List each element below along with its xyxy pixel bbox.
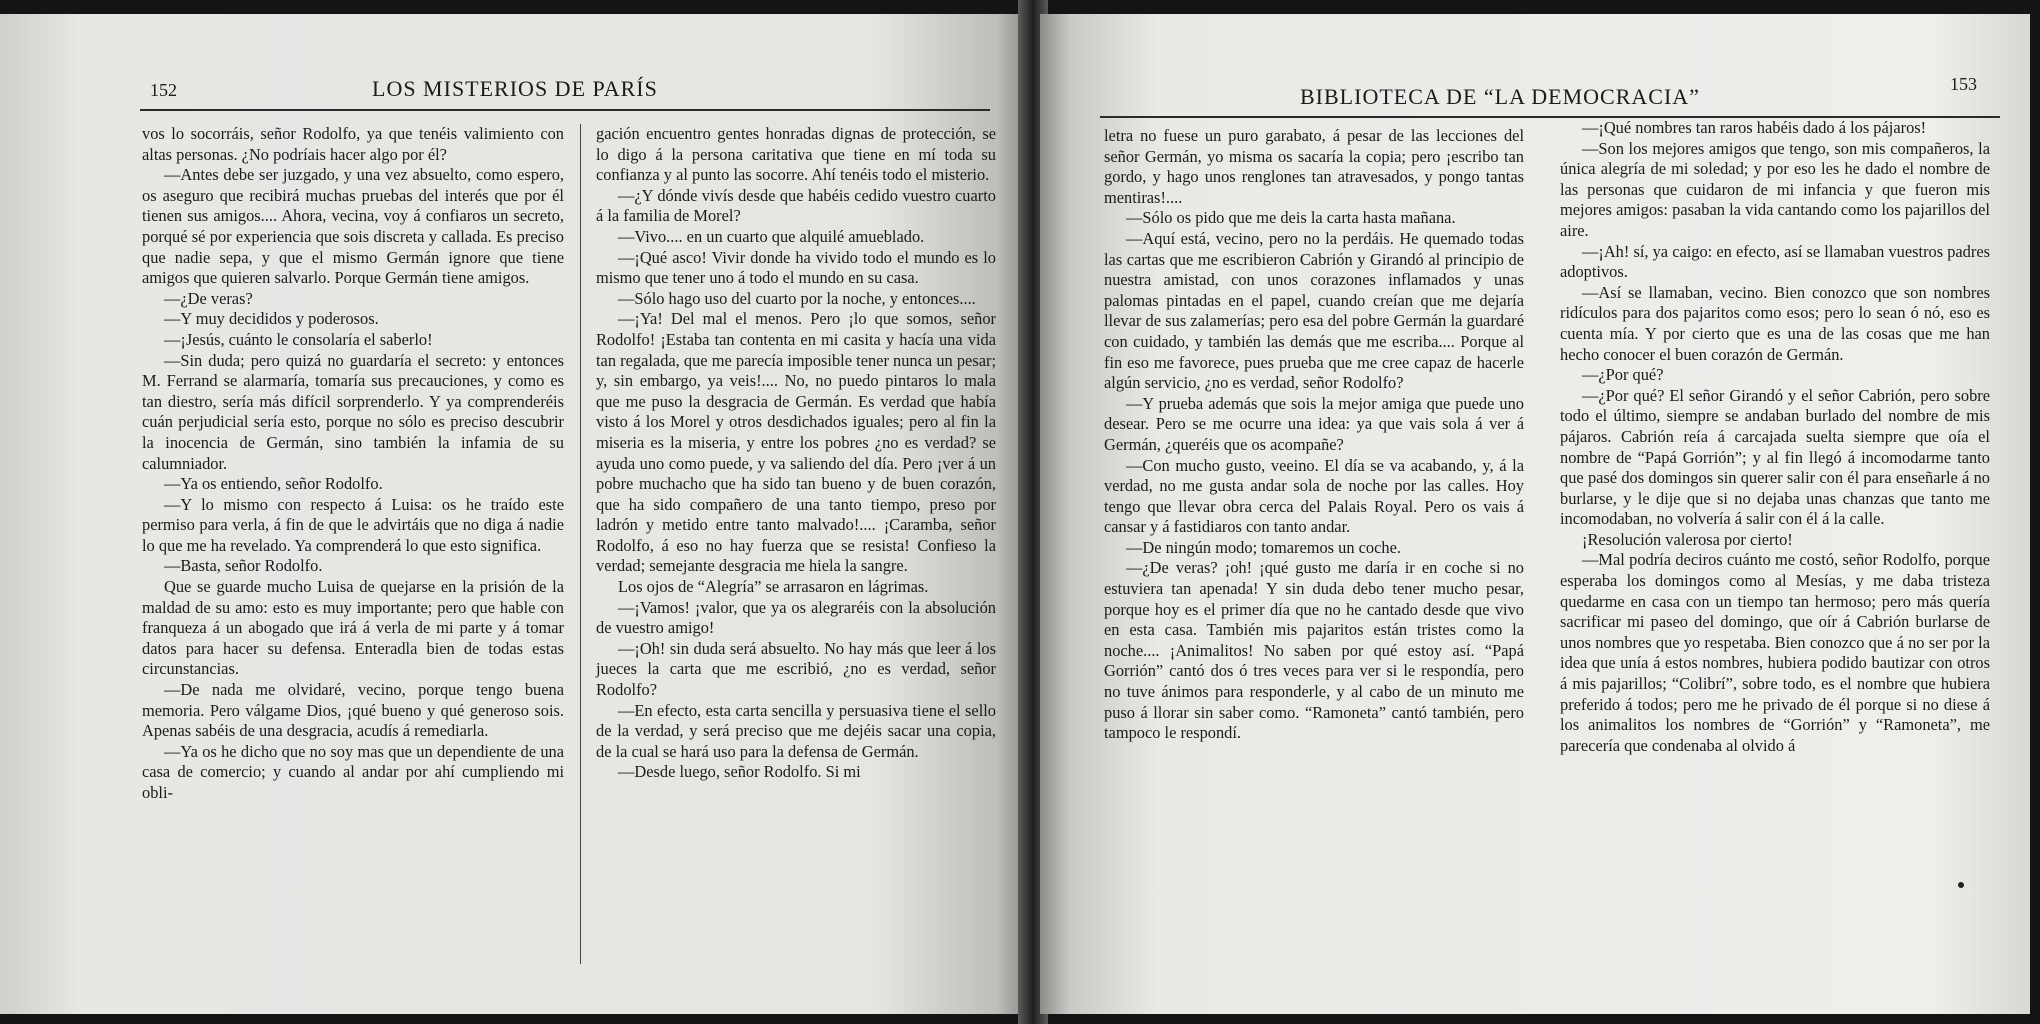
paragraph: —Ya os entiendo, señor Rodolfo.	[164, 474, 383, 494]
paragraph: —De nada me olvidaré, vecino, porque tengo buena memoria. Pero válgame Dios, ¡qué bueno y qué generoso sois. Apenas sabéis de una desgracia, acudís á remediarla.	[142, 680, 564, 741]
paragraph: —Desde luego, señor Rodolfo. Si mi	[618, 762, 861, 782]
paragraph: —¡Qué nombres tan raros habéis dado á los pájaros!	[1582, 118, 1927, 137]
paragraph: —De ningún modo; tomaremos un coche.	[1126, 537, 1401, 557]
paragraph: —¿De veras? ¡oh! ¡qué gusto me daría ir en coche si no estuviera tan apenada! Y sin duda debo tener mucho pesar, porque hoy es el primer día que no he cantado desde que vivo en esta casa. También mis pajaritos están tristes como la noche.... ¡Animalitos! No saben por qué estoy así. “Papá Gorrión” cantó dos ó tres veces para ver si le respondía, pero no tuve ánimos para responderle, y al cabo de un minuto me puso á llorar sin saber como. “Ramoneta” cantó también, pero tampoco le respondí.	[1104, 558, 1524, 743]
paragraph: —¡Oh! sin duda será absuelto. No hay más que leer á los jueces la carta que me escribió, ¿no es verdad, señor Rodolfo?	[596, 638, 996, 700]
text-column-1	[142, 124, 564, 804]
right-page	[1040, 14, 2030, 1014]
text-column-2	[1560, 118, 1990, 756]
page-number: 152	[150, 80, 177, 100]
page-number: 153	[1950, 74, 1977, 94]
header-rule	[140, 109, 990, 111]
paragraph: —Son los mejores amigos que tengo, son mis compañeros, la única alegría de mi soledad; y por eso les he dado el nombre de las personas que cuidaron de mi infancia y que fueron mis mejores amigos: pasaban la vida cantando como los pajarillos del aire.	[1560, 138, 1990, 240]
paragraph: letra no fuese un puro garabato, á pesar de las lecciones del señor Germán, yo misma os sacaría la copia; pero ¡escribo tan gordo, y hago unos renglones tan atravesados, y pongo tantas mentiras!....	[1104, 126, 1524, 207]
paragraph: —¿Y dónde vivís desde que habéis cedido vuestro cuarto á la familia de Morel?	[596, 185, 996, 226]
paragraph: —¿Por qué? El señor Girandó y el señor Cabrión, pero sobre todo el último, siempre se andaban burlado del nombre de mis pájaros. Cabrión reía á carcajada suelta siempre que oía el nombre de “Papá Gorrión”; y al fin llegó á incomodarme tanto que pasé dos domingos sin querer salir con él para enseñarle á no burlarse, y le dije que si no dejaba unas chanzas que tanto me incomodaban, no volvería á salir con él á la calle.	[1560, 385, 1990, 529]
paragraph: —Vivo.... en un cuarto que alquilé amueblado.	[618, 226, 925, 246]
paragraph: —Y prueba además que sois la mejor amiga que puede uno desear. Pero se me ocurre una idea: ya que vais sola á ver á Germán, ¿queréis que os acompañe?	[1104, 393, 1524, 454]
paragraph: —Y muy decididos y poderosos.	[164, 309, 379, 329]
paragraph: —Sin duda; pero quizá no guardaría el secreto: y entonces M. Ferrand se alarmaría, tomaría sus precauciones, y como es tan diestro, sería más difícil sorprenderlo. Y ya comprenderéis cuán perjudicial sería esto, porque no sólo es preciso descubrir la inocencia de Germán, sino también la infamia de su calumniador.	[142, 350, 564, 473]
paragraph: ¡Resolución valerosa por cierto!	[1582, 529, 1793, 549]
paragraph: —Y lo mismo con respecto á Luisa: os he traído este permiso para verla, á fin de que le advirtáis que no diga á nadie lo que me ha revelado. Ya comprenderá lo que esto significa.	[142, 494, 564, 555]
paragraph: —En efecto, esta carta sencilla y persuasiva tiene el sello de la verdad, y será preciso que me dejéis sacar una copia, de la cual se hará uso para la defensa de Germán.	[596, 700, 996, 761]
text-column-1	[1104, 126, 1524, 744]
paragraph: —Basta, señor Rodolfo.	[164, 556, 323, 576]
paragraph: —Mal podría deciros cuánto me costó, señor Rodolfo, porque esperaba los domingos como al Mesías, y me daba tristeza quedarme en casa con un tiempo tan hermoso; pero más quería sacrificar mi paseo del domingo, que oír á Cabrión burlarse de unos nombres que yo respetaba. Bien conozco que á no ser por la idea que unía á estos nombres, hubiera podido bautizar con otros á mis pajarillos; “Colibrí”, sobre todo, es el nombre que hubiera preferido á todos; pero me he privado de él porque si no diese á los animalitos los nombres de “Gorrión” y “Ramoneta”, me parecería que condenaba al olvido á	[1560, 550, 1990, 755]
left-page	[0, 14, 1028, 1014]
running-head: LOS MISTERIOS DE PARÍS	[372, 76, 658, 101]
ink-mark	[1958, 882, 1964, 888]
paragraph: —Así se llamaban, vecino. Bien conozco que son nombres ridículos para dos pajaritos como esos; pero lo sean ó nó, eso es cuenta mía. Y por cierto que es una de las cosas que me han hecho conocer el buen corazón de Germán.	[1560, 282, 1990, 364]
running-head: BIBLIOTECA DE “LA DEMOCRACIA”	[1300, 84, 1700, 109]
text-column-2	[596, 124, 996, 783]
paragraph: Los ojos de “Alegría” se arrasaron en lágrimas.	[618, 577, 929, 597]
paragraph: Que se guarde mucho Luisa de quejarse en la prisión de la maldad de su amo: esto es muy importante; pero que hable con franqueza á un abogado que irá á verla de mi parte y á tomar datos para hacer su defensa. Enteradla bien de todas estas circunstancias.	[142, 577, 564, 679]
paragraph: —Sólo os pido que me deis la carta hasta mañana.	[1126, 208, 1456, 228]
paragraph: —¿De veras?	[164, 288, 253, 308]
paragraph: —¿Por qué?	[1582, 365, 1664, 385]
paragraph: —¡Vamos! ¡valor, que ya os alegraréis con la absolución de vuestro amigo!	[596, 597, 996, 638]
paragraph: vos lo socorráis, señor Rodolfo, ya que tenéis valimiento con altas personas. ¿No podríais hacer algo por él?	[142, 124, 564, 164]
column-divider	[580, 124, 581, 964]
paragraph: —¡Ah! sí, ya caigo: en efecto, así se llamaban vuestros padres adoptivos.	[1560, 241, 1990, 282]
paragraph: —Sólo hago uso del cuarto por la noche, y entonces....	[618, 288, 976, 308]
paragraph: —¡Qué asco! Vivir donde ha vivido todo el mundo es lo mismo que tener uno á todo el mundo en su casa.	[596, 247, 996, 288]
paragraph: —¡Jesús, cuánto le consolaría el saberlo!	[164, 329, 433, 349]
paragraph: gación encuentro gentes honradas dignas de protección, se lo digo á la persona caritativa que tiene en mí toda su confianza y al punto las socorre. Ahí tenéis todo el misterio.	[596, 124, 996, 185]
paragraph: —Con mucho gusto, veeino. El día se va acabando, y, á la verdad, no me gusta andar sola de noche por las calles. Hoy tengo que llevar obra cerca del Palais Royal. Pero os vais á cansar y á fastidiaros con tanto andar.	[1104, 455, 1524, 537]
paragraph: —Antes debe ser juzgado, y una vez absuelto, como espero, os aseguro que recibirá muchas pruebas del interés que por él tienen sus amigos.... Ahora, vecina, voy á confiaros un secreto, porqué sé por experiencia que sois discreta y callada. Es preciso que nadie sepa, y que el mismo Germán ignore que tiene amigos que quieren salvarlo. Porque Germán tiene amigos.	[142, 165, 564, 288]
paragraph: —Ya os he dicho que no soy mas que un dependiente de una casa de comercio; y cuando al andar por ahí cumpliendo mi obli-	[142, 741, 564, 802]
paragraph: —Aquí está, vecino, pero no la perdáis. He quemado todas las cartas que me escribieron Cabrión y Girandó al principio de nuestra amistad, con unos corazones inflamados y unas palomas pintadas en el papel, cuando creían que me dejaría llevar de sus zalamerías; pero esa del pobre Germán la guardaré con cuidado, y también las demás que me escriba.... Porque al fin eso me favorece, pues prueba que me cree capaz de hacerle algún servicio, ¿no es verdad, señor Rodolfo?	[1104, 228, 1524, 393]
paragraph: —¡Ya! Del mal el menos. Pero ¡lo que somos, señor Rodolfo! ¡Estaba tan contenta en mi casita y hacía una vida tan regalada, que me parecía imposible tener nunca un pesar; y, sin embargo, ya veis!.... No, no puedo pintaros lo mala que me puso la desgracia de Germán. Es verdad que había visto á los Morel y otros desdichados iguales; pero al fin la miseria es la miseria, y entre los pobres ¿no es verdad? se ayuda uno como puede, y va saliendo del día. Pero ¡ver á un pobre muchacho que ha sido tan bueno y de buen corazón, que ha sido compañero de una tanto tiempo, preso por ladrón y metido entre tanto malvado!.... ¡Caramba, señor Rodolfo, á eso no hay fuerza que se resista! Confieso la verdad; semejante desgracia me hiela la sangre.	[596, 309, 996, 576]
